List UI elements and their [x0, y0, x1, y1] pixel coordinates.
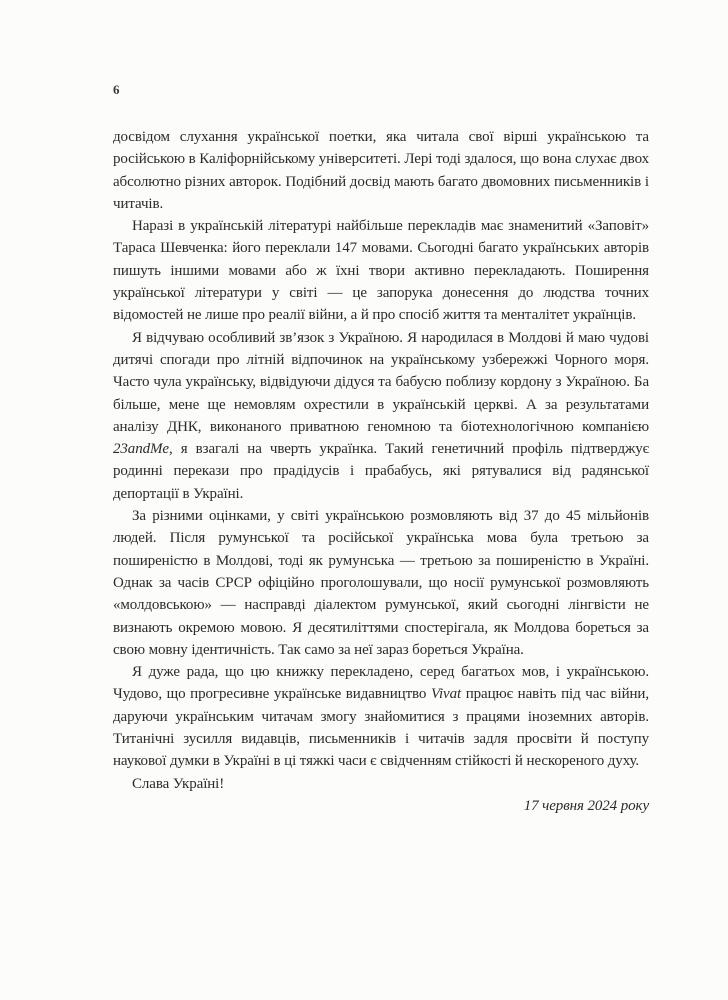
paragraph-4 [113, 505, 649, 661]
text-segment: Слава Україні! [132, 775, 225, 792]
date-line [113, 795, 649, 817]
text-segment: Я відчуваю особливий зв’язок з Україною. Я народилася в Молдові й маю чудові дитячі спогади про літній відпочинок на українському узбережжі Чорного моря. Часто чула українську, відвідуючи дідуся та бабусю поблизу кордону з Україною. Ба більше, мене ще немовлям охрестили в українській церкві. А за результатами аналізу ДНК, виконаного приватною геномною та біотехнологічною компанією [113, 329, 649, 435]
paragraph-5 [113, 661, 649, 772]
text-block [113, 126, 649, 817]
text-segment: , я взагалі на чверть українка. Такий генетичний профіль підтверджує родинні перекази про прадідусів і прабабусь, які рятувалися від радянської депортації в Україні. [113, 441, 649, 502]
text-segment: Я дуже рада, що цю книжку перекладено, серед багатьох мов, і українською. Чудово, що прогресивне українське видавництво [113, 664, 649, 703]
paragraph-1 [113, 126, 649, 215]
text-segment: Наразі в українській літературі найбільше перекладів має знаменитий «Заповіт» Тараса Шевченка: його переклали 147 мовами. Сьогодні багато українських авторів пишуть іншими мовами або ж їхні твори активно перекладають. Поширення української літератури у світі — це запорука донесення до людства точних відомостей не лише про реалії війни, а й про спосіб життя та менталітет українців. [113, 218, 649, 324]
italic-text-segment: 17 червня 2024 року [523, 797, 649, 814]
text-segment: працює навіть під час війни, даруючи українським читачам змогу знайомитися з працями іноземних авторів. Титанічні зусилля видавців, письменників і читачів задля просвіти й поступу наукової думки в Україні в ці тяжкі часи є свідченням стійкості й нескореного духу. [113, 686, 650, 770]
closing-line [113, 773, 649, 795]
page-number: 6 [113, 82, 120, 97]
text-segment: За різними оцінками, у світі українською розмовляють від 37 до 45 мільйонів людей. Після румунської та російської українська мова була третьою за поширеністю в Молдові, тоді як румунська — третьою за поширеністю в Україні. Однак за часів СРСР офіційно проголошували, що носії румунської розмовляють «молдовською» — насправді діалектом румунської, який сьогодні лінгвісти не визнають окремою мовою. Я десятиліттями спостерігала, як Молдова бореться за свою мовну ідентичність. Так само за неї зараз бореться Україна. [113, 508, 649, 658]
paragraph-2 [113, 215, 649, 326]
paragraph-3 [113, 327, 649, 505]
text-segment: досвідом слухання української поетки, яка читала свої вірші українською та російською в Каліфорнійському університеті. Лері тоді здалося, що вона слухає двох абсолютно різних авторок. Подібний досвід мають багато двомовних письменників і читачів. [113, 129, 649, 212]
italic-text-segment: Vivat [431, 686, 462, 703]
italic-text-segment: 23andMe [113, 441, 169, 458]
